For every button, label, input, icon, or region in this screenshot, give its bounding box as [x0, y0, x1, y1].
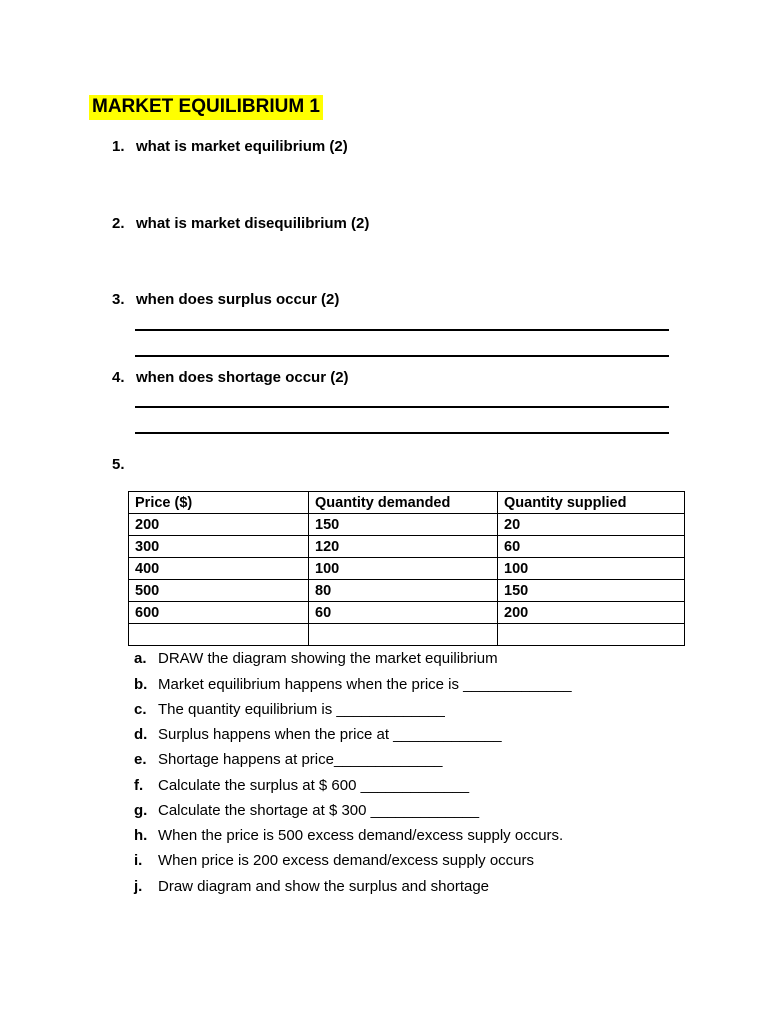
answer-line: [135, 432, 669, 434]
answer-line: [135, 355, 669, 357]
question-text: what is market disequilibrium (2): [136, 215, 370, 232]
question-number: 5.: [112, 456, 125, 473]
answer-line: [135, 329, 669, 331]
subquestion-text: When the price is 500 excess demand/excess supply occurs.: [158, 827, 564, 844]
question-number: 1.: [112, 138, 125, 155]
table-row: [129, 602, 685, 624]
cell-price: 300: [129, 536, 309, 558]
subquestion-b: [134, 676, 572, 694]
table-row: [129, 558, 685, 580]
subquestion-letter: c.: [134, 701, 147, 718]
subquestion-letter: f.: [134, 777, 144, 794]
cell-demanded: 150: [309, 514, 498, 536]
question-number: 4.: [112, 369, 125, 386]
cell-price: [129, 624, 309, 646]
question-text: when does shortage occur (2): [136, 369, 349, 386]
demand-supply-table: [128, 491, 685, 646]
subquestion-a: [134, 650, 498, 668]
question-5: [112, 456, 136, 474]
table-row: [129, 580, 685, 602]
cell-price: 600: [129, 602, 309, 624]
header-price: Price ($): [129, 492, 309, 514]
question-number: 3.: [112, 291, 125, 308]
subquestion-d: [134, 726, 502, 744]
subquestion-text: DRAW the diagram showing the market equilibrium: [158, 650, 498, 667]
question-text: when does surplus occur (2): [136, 291, 340, 308]
subquestion-text: Surplus happens when the price at _____________: [158, 726, 502, 743]
subquestion-text: Draw diagram and show the surplus and shortage: [158, 878, 490, 895]
table-row: [129, 536, 685, 558]
cell-demanded: [309, 624, 498, 646]
subquestion-letter: h.: [134, 827, 148, 844]
cell-demanded: 120: [309, 536, 498, 558]
cell-supplied: [498, 624, 685, 646]
subquestion-letter: b.: [134, 676, 148, 693]
cell-supplied: 200: [498, 602, 685, 624]
subquestion-letter: e.: [134, 751, 147, 768]
subquestion-letter: d.: [134, 726, 148, 743]
cell-supplied: 100: [498, 558, 685, 580]
question-2: [112, 215, 369, 233]
subquestion-letter: g.: [134, 802, 148, 819]
header-quantity-supplied: Quantity supplied: [498, 492, 685, 514]
question-text: what is market equilibrium (2): [136, 138, 348, 155]
subquestion-letter: i.: [134, 852, 143, 869]
subquestion-text: Calculate the surplus at $ 600 _____________: [158, 777, 470, 794]
table-row: [129, 514, 685, 536]
cell-supplied: 60: [498, 536, 685, 558]
question-1: [112, 138, 348, 156]
cell-price: 500: [129, 580, 309, 602]
subquestion-i: [134, 852, 534, 870]
cell-supplied: 20: [498, 514, 685, 536]
subquestion-text: Shortage happens at price_____________: [158, 751, 443, 768]
subquestion-text: The quantity equilibrium is _____________: [158, 701, 445, 718]
subquestion-text: Calculate the shortage at $ 300 _____________: [158, 802, 480, 819]
question-3: [112, 291, 339, 309]
subquestion-text: When price is 200 excess demand/excess supply occurs: [158, 852, 535, 869]
cell-price: 200: [129, 514, 309, 536]
question-4: [112, 369, 349, 387]
cell-supplied: 150: [498, 580, 685, 602]
subquestion-f: [134, 777, 469, 795]
subquestion-e: [134, 751, 442, 769]
subquestion-text: Market equilibrium happens when the price is _____________: [158, 676, 572, 693]
cell-demanded: 100: [309, 558, 498, 580]
cell-demanded: 60: [309, 602, 498, 624]
subquestion-h: [134, 827, 563, 845]
cell-price: 400: [129, 558, 309, 580]
answer-line: [135, 406, 669, 408]
cell-demanded: 80: [309, 580, 498, 602]
worksheet-title: MARKET EQUILIBRIUM 1: [89, 95, 323, 120]
subquestion-g: [134, 802, 479, 820]
subquestion-letter: a.: [134, 650, 147, 667]
question-number: 2.: [112, 215, 125, 232]
subquestion-letter: j.: [134, 878, 143, 895]
header-quantity-demanded: Quantity demanded: [309, 492, 498, 514]
subquestion-j: [134, 878, 489, 896]
table-header-row: [129, 492, 685, 514]
table-row-empty: [129, 624, 685, 646]
subquestion-c: [134, 701, 445, 719]
